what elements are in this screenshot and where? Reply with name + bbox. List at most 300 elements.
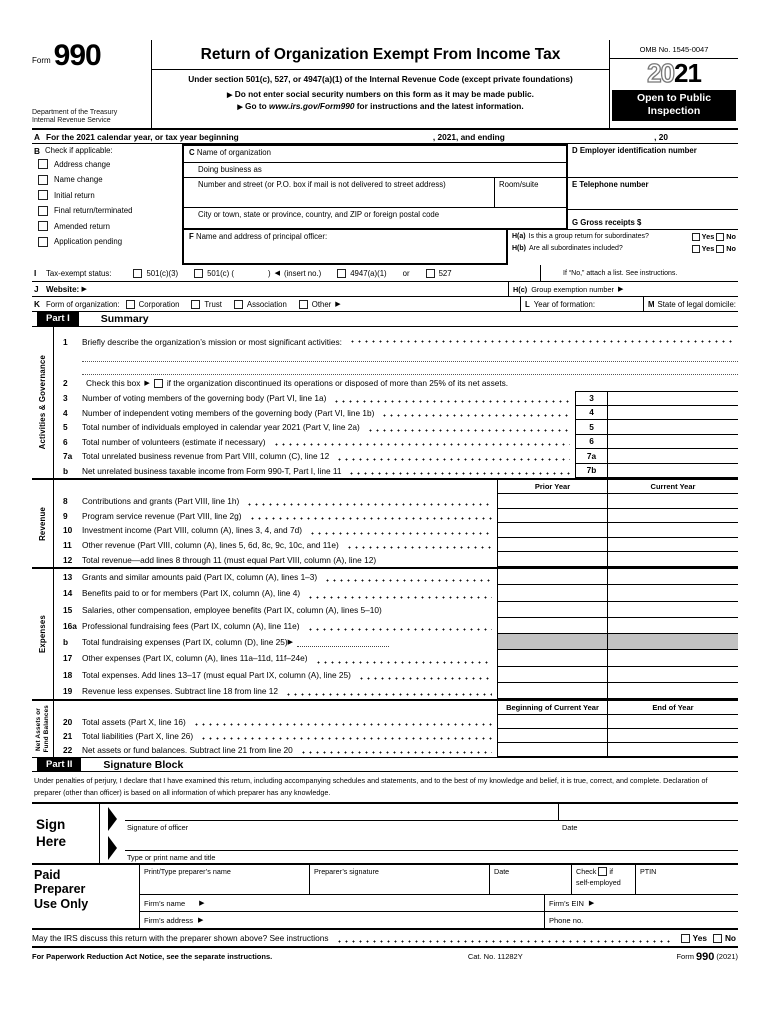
left-amount-cell[interactable] [497, 569, 607, 585]
form-number-block [32, 40, 152, 128]
ein-label: Employer identification number [579, 145, 697, 155]
checkbox[interactable] [234, 300, 243, 309]
right-amount-cell[interactable] [607, 538, 738, 553]
right-amount-cell[interactable] [607, 552, 738, 567]
no-label: No [724, 933, 736, 944]
preparer-date-label: Date [494, 867, 510, 877]
line-number: 6 [63, 436, 68, 447]
left-amount-cell[interactable] [497, 650, 607, 666]
line-a [32, 130, 738, 144]
line-number: 12 [63, 554, 73, 565]
mission-line [54, 327, 738, 349]
value-cell[interactable] [608, 420, 738, 435]
ha-yes-checkbox[interactable] [692, 233, 700, 241]
firm-name-cell[interactable] [140, 895, 545, 911]
summary-money-row [54, 585, 738, 601]
beginning-of-year-header: Beginning of Current Year [497, 701, 607, 715]
form-title-block [152, 40, 610, 128]
section-d-letter: D [572, 145, 578, 155]
checkbox-label: Address change [54, 159, 111, 169]
line-number: 15 [63, 604, 73, 615]
form-title: Return of Organization Exempt From Income Tax [152, 40, 609, 70]
line-label: Total fundraising expenses (Part IX, column (D), line 25) [82, 637, 288, 648]
501c-checkbox[interactable] [194, 269, 203, 278]
legal-domicile-cell[interactable] [643, 297, 738, 311]
year-column-headers [54, 480, 738, 494]
tax-exempt-label: Tax-exempt status: [46, 268, 112, 278]
checkbox-row [38, 159, 182, 169]
right-amount-cell[interactable] [607, 667, 738, 683]
line-label: Total unrelated business revenue from Part VIII, column (C), line 12 [82, 451, 330, 462]
right-amount-cell[interactable] [607, 602, 738, 618]
telephone-cell[interactable] [568, 178, 738, 210]
checkbox[interactable] [38, 190, 48, 200]
option-label: Corporation [138, 299, 180, 309]
dept-line1: Department of the Treasury [32, 108, 118, 116]
self-employed-label: self-employed [576, 877, 621, 887]
preparer-signature-label: Preparer’s signature [314, 867, 379, 877]
line-label: Professional fundraising fees (Part IX, column (A), line 11e) [82, 620, 300, 631]
left-amount-cell[interactable] [497, 538, 607, 553]
line-number: 2 [63, 378, 68, 388]
officer-signature-label: Signature of officer [127, 823, 189, 833]
option-label: Association [246, 299, 287, 309]
org-type-options [126, 300, 341, 309]
right-amount-cell[interactable] [607, 494, 738, 509]
revenue-rows [54, 494, 738, 567]
dot-leader [285, 693, 492, 696]
summary-money-row [54, 602, 738, 618]
checkbox-row [38, 190, 182, 200]
left-amount-cell[interactable] [497, 494, 607, 509]
dot-leader [200, 737, 492, 740]
right-amount-cell[interactable] [607, 650, 738, 666]
line-label: Other revenue (Part VIII, column (A), lines 5, 6d, 8c, 9c, 10c, and 11e) [82, 540, 339, 551]
line-a-letter: A [34, 131, 40, 142]
irs-url: www.irs.gov/Form990 [269, 101, 355, 111]
left-amount-cell[interactable] [497, 743, 607, 757]
part1-label: Part I [37, 312, 79, 326]
dba-row[interactable] [184, 163, 566, 178]
paperwork-notice: For Paperwork Reduction Act Notice, see the separate instructions. [32, 952, 273, 962]
preparer-signature-cell[interactable] [310, 865, 490, 894]
phone-cell[interactable] [545, 912, 738, 928]
right-pointer-icon: ▶ [335, 300, 341, 308]
line-number: b [63, 637, 69, 648]
line-a-text3: , 20 [654, 131, 668, 142]
date-divider [558, 804, 559, 821]
right-pointer-icon: ▶ [198, 916, 204, 924]
line-i-letter: I [34, 268, 37, 278]
dot-leader [381, 414, 570, 417]
section-b-letter: B [34, 146, 40, 156]
section-c-letter: C [189, 147, 195, 157]
left-amount-cell[interactable] [497, 618, 607, 634]
net-assets-section [54, 701, 738, 757]
checkbox[interactable] [299, 300, 308, 309]
checkbox-row [38, 175, 182, 185]
checkbox[interactable] [126, 300, 135, 309]
dot-leader [358, 677, 492, 680]
line-a-text1: For the 2021 calendar year, or tax year beginning [46, 131, 239, 142]
header-bullet1: ▶ Do not enter social security numbers on this form as it may be made public. [227, 88, 534, 99]
ein-phone-column [568, 144, 738, 230]
dot-leader [273, 443, 570, 446]
firm-ein-label: Firm’s EIN [549, 898, 584, 908]
ptin-cell[interactable] [636, 865, 738, 894]
line-label: Total revenue—add lines 8 through 11 (must equal Part VIII, column (A), line 12) [82, 554, 377, 565]
dot-leader [246, 503, 492, 506]
discuss-no-checkbox[interactable] [713, 934, 722, 943]
left-amount-cell[interactable] [497, 585, 607, 601]
line-number-box: 6 [575, 435, 608, 450]
checkbox[interactable] [38, 206, 48, 216]
printed-name-label: Type or print name and title [127, 852, 216, 862]
part2-bar [32, 757, 738, 772]
hc-letter: H(c) [513, 284, 528, 294]
applicable-checkbox-list [34, 159, 182, 247]
line-l-letter: L [525, 299, 530, 309]
line-label: Benefits paid to or for members (Part IX, column (A), line 4) [82, 588, 301, 599]
check-label: Check [576, 867, 597, 877]
left-amount-cell[interactable] [497, 634, 607, 650]
officer-signature-input[interactable] [125, 804, 738, 821]
right-amount-cell[interactable] [607, 634, 738, 650]
paid-preparer-label: Paid Preparer Use Only [32, 865, 140, 928]
summary-money-row [54, 715, 738, 729]
line-number-box: 3 [575, 391, 608, 406]
check-box-label-post: if the organization discontinued its operations or disposed of more than 25% of its net assets. [166, 378, 509, 388]
checkbox-row [38, 221, 182, 231]
date-label: Date [562, 823, 578, 833]
line-number: 7a [63, 451, 73, 462]
value-cell[interactable] [608, 391, 738, 406]
line-label: Net assets or fund balances. Subtract line 21 from line 20 [82, 745, 293, 755]
line-label: Revenue less expenses. Subtract line 18 from line 12 [82, 685, 279, 696]
city-label: City or town, state or province, country, and ZIP or foreign postal code [198, 210, 440, 219]
501c-close: ) [267, 268, 271, 278]
dot-leader [348, 472, 570, 475]
printed-name-input[interactable] [125, 834, 738, 851]
dot-leader [336, 458, 570, 461]
ein-cell[interactable] [568, 144, 738, 178]
catalog-number: Cat. No. 11282Y [467, 952, 523, 962]
summary-money-row [54, 538, 738, 553]
current-year-header: Current Year [607, 480, 738, 494]
no-label: No [726, 232, 736, 241]
signature-arrow-icon [108, 836, 117, 860]
501c3-checkbox[interactable] [133, 269, 142, 278]
left-amount-cell[interactable] [497, 715, 607, 729]
section-f-letter: F [189, 231, 194, 241]
side-label-net-assets: Net Assets or Fund Balances [32, 701, 54, 757]
checkbox[interactable] [38, 175, 48, 185]
left-amount-cell[interactable] [497, 667, 607, 683]
line-number-box: 7b [575, 464, 608, 479]
org-name-row[interactable] [184, 146, 566, 163]
right-amount-cell[interactable] [607, 729, 738, 743]
dot-leader [307, 596, 492, 599]
fill-in-line[interactable] [297, 646, 389, 647]
left-amount-cell[interactable] [497, 509, 607, 524]
revenue-section [54, 480, 738, 567]
dba-label: Doing business as [198, 164, 262, 174]
value-cell[interactable] [608, 449, 738, 464]
mission-label: Briefly describe the organization’s mission or most significant activities: [82, 337, 342, 347]
line-label: Total expenses. Add lines 13–17 (must equal Part IX, column (A), line 25) [82, 669, 351, 680]
527-label: 527 [438, 268, 452, 278]
line-label: Number of voting members of the governing body (Part VI, line 1a) [82, 393, 327, 404]
group-return-block [508, 230, 738, 265]
right-amount-cell[interactable] [607, 743, 738, 757]
part2-title: Signature Block [103, 758, 184, 771]
dot-leader [300, 751, 492, 754]
dot-leader [333, 400, 570, 403]
sign-here-block [32, 802, 738, 865]
summary-money-row [54, 494, 738, 509]
room-suite-cell[interactable] [494, 178, 566, 207]
officer-signature-row [125, 804, 738, 834]
balance-column-headers [54, 701, 738, 715]
summary-money-row [54, 569, 738, 585]
open-to-public-badge: Open to Public Inspection [612, 90, 736, 121]
dot-leader [349, 340, 733, 343]
firm-address-cell[interactable] [140, 912, 545, 928]
hb-row [512, 244, 738, 253]
left-pointer-icon: ◀ [274, 269, 280, 277]
preparer-date-cell[interactable] [490, 865, 572, 894]
line-number: 13 [63, 572, 73, 583]
hc-label: Group exemption number [531, 284, 614, 294]
ha-row [512, 232, 738, 241]
summary-count-row [54, 391, 738, 406]
right-pointer-icon: ▶ [617, 285, 624, 293]
line-number: 4 [63, 407, 68, 418]
left-amount-cell[interactable] [497, 523, 607, 538]
preparer-name-label: Print/Type preparer’s name [144, 867, 231, 877]
mission-write-line[interactable] [82, 362, 738, 375]
org-type-option [191, 300, 221, 309]
hb-question: Are all subordinates included? [529, 245, 623, 252]
no-label: No [726, 244, 736, 253]
organization-box [182, 144, 568, 230]
line-number: 19 [63, 685, 73, 696]
section-g-letter: G [572, 218, 579, 227]
line-number: 18 [63, 669, 73, 680]
ha-letter: H(a) [512, 233, 526, 240]
org-type-option [299, 300, 341, 309]
line-number-box: 5 [575, 420, 608, 435]
gross-receipts-label: Gross receipts $ [580, 218, 642, 227]
form-word: Form [32, 56, 51, 65]
line-label: Grants and similar amounts paid (Part IX, column (A), lines 1–3) [82, 572, 318, 583]
or-label: or [402, 268, 410, 278]
hb-letter: H(b) [512, 245, 526, 252]
value-cell[interactable] [608, 464, 738, 479]
discontinued-checkbox[interactable] [154, 379, 163, 388]
4947a1-label: 4947(a)(1) [350, 268, 387, 278]
gross-receipts-cell[interactable] [568, 210, 738, 230]
line-number: b [63, 465, 69, 476]
form-footer: Form 990 (2021) [676, 950, 738, 963]
telephone-label: Telephone number [579, 179, 649, 189]
line-number-box: 4 [575, 406, 608, 421]
value-cell[interactable] [608, 435, 738, 450]
line-number: 16a [63, 620, 77, 631]
line-number: 22 [63, 745, 73, 755]
checkbox-label: Initial return [54, 190, 95, 200]
org-type-option [234, 300, 287, 309]
left-amount-cell[interactable] [497, 683, 607, 699]
yes-label: Yes [692, 933, 707, 944]
checkbox[interactable] [38, 221, 48, 231]
line-label: Total number of volunteers (estimate if necessary) [82, 436, 266, 447]
right-pointer-icon: ▶ [199, 899, 205, 907]
line-m-letter: M [648, 299, 655, 309]
hb-no-checkbox[interactable] [716, 245, 724, 253]
summary-money-row [54, 683, 738, 699]
right-amount-cell[interactable] [607, 618, 738, 634]
line-label: Total liabilities (Part X, line 26) [82, 731, 194, 741]
right-amount-cell[interactable] [607, 683, 738, 699]
street-row[interactable] [184, 178, 494, 207]
line-number: 11 [63, 540, 72, 551]
net-asset-rows [54, 715, 738, 757]
form-header [32, 40, 738, 130]
street-label: Number and street (or P.O. box if mail is not delivered to street address) [198, 179, 446, 189]
left-amount-cell[interactable] [497, 602, 607, 618]
signature-arrow-icon [108, 807, 117, 831]
line-number: 8 [63, 496, 68, 507]
sign-here-label: Sign Here [32, 804, 100, 863]
side-label-revenue: Revenue [32, 480, 54, 567]
line-number: 10 [63, 525, 73, 536]
summary-count-row [54, 464, 738, 479]
line-label: Salaries, other compensation, employee benefits (Part IX, column (A), lines 5–10) [82, 604, 382, 615]
check-if-applicable [32, 144, 182, 265]
ha-no-checkbox[interactable] [716, 233, 724, 241]
right-pointer-icon: ▶ [144, 379, 150, 387]
self-employed-checkbox[interactable] [598, 867, 607, 876]
line-k-letter: K [34, 299, 40, 309]
irs-discuss-label: May the IRS discuss this return with the preparer shown above? See instructions [32, 933, 329, 944]
ha-question: Is this a group return for subordinates? [528, 233, 649, 240]
left-amount-cell[interactable] [497, 552, 607, 567]
right-amount-cell[interactable] [607, 585, 738, 601]
firm-ein-cell[interactable] [545, 895, 738, 911]
year-of-formation-cell[interactable] [520, 297, 643, 311]
phone-label: Phone no. [549, 915, 584, 925]
dot-leader [309, 532, 492, 535]
governance-section [54, 327, 738, 478]
summary-money-row [54, 650, 738, 666]
hb-yes-checkbox[interactable] [692, 245, 700, 253]
left-amount-cell[interactable] [497, 729, 607, 743]
dot-leader [367, 429, 570, 432]
line-number: 14 [63, 588, 73, 599]
header-bullet2: ▶ Go to www.irs.gov/Form990 for instructions and the latest information. [237, 101, 524, 111]
summary-count-row [54, 435, 738, 450]
firm-name-label: Firm’s name [144, 898, 186, 908]
summary-money-row [54, 509, 738, 524]
governance-rows [54, 391, 738, 478]
principal-officer-box[interactable] [182, 230, 508, 265]
preparer-name-cell[interactable] [140, 865, 310, 894]
right-amount-cell[interactable] [607, 715, 738, 729]
right-pointer-icon: ▶ [287, 638, 294, 646]
dept-line2: Internal Revenue Service [32, 117, 111, 125]
end-of-year-header: End of Year [607, 701, 738, 715]
checkbox[interactable] [191, 300, 200, 309]
checkbox-label: Final return/terminated [54, 206, 133, 215]
option-label: Other [311, 299, 332, 309]
hc-row [508, 282, 738, 296]
form-number: 990 [53, 39, 101, 72]
line-label: Program service revenue (Part VIII, line 2g) [82, 510, 242, 521]
checkbox[interactable] [38, 159, 48, 169]
line-j-letter: J [34, 284, 39, 294]
right-pointer-icon: ▶ [227, 91, 233, 99]
printed-name-row [125, 834, 738, 864]
line-label: Other expenses (Part IX, column (A), lines 11a–11d, 11f–24e) [82, 653, 308, 664]
right-amount-cell[interactable] [607, 523, 738, 538]
check-box-label-pre: Check this box [86, 378, 141, 388]
discontinued-line [54, 375, 738, 391]
checkbox-row [38, 237, 182, 247]
right-amount-cell[interactable] [607, 509, 738, 524]
value-cell[interactable] [608, 406, 738, 421]
line-label: Net unrelated business taxable income from Form 990-T, Part I, line 11 [82, 465, 342, 476]
discuss-yes-checkbox[interactable] [681, 934, 690, 943]
527-checkbox[interactable] [426, 269, 435, 278]
dot-leader [307, 628, 492, 631]
room-suite-label: Room/suite [499, 179, 539, 189]
tax-year: 2021 [647, 58, 701, 88]
ptin-label: PTIN [640, 867, 657, 877]
option-label: Trust [204, 299, 222, 309]
line-a-text2: , 2021, and ending [432, 131, 505, 142]
summary-money-row [54, 634, 738, 650]
insert-no-label: (insert no.) [283, 268, 322, 278]
dot-leader [315, 661, 492, 664]
dot-leader [346, 546, 492, 549]
line-label: Total number of individuals employed in calendar year 2021 (Part V, line 2a) [82, 422, 360, 433]
501c-label: 501(c) ( [207, 268, 234, 278]
right-amount-cell[interactable] [607, 569, 738, 585]
line-number: 20 [63, 717, 73, 727]
mission-write-line[interactable] [82, 349, 738, 362]
irs-discuss-row [32, 930, 738, 948]
summary-money-row [54, 743, 738, 757]
summary-money-row [54, 667, 738, 683]
side-label-expenses: Expenses [32, 569, 54, 699]
line-label: Contributions and grants (Part VIII, line 1h) [82, 496, 240, 507]
summary-money-row [54, 523, 738, 538]
expenses-section [54, 569, 738, 699]
4947a1-checkbox[interactable] [337, 269, 346, 278]
form-subtitle: Under section 501(c), 527, or 4947(a)(1) of the Internal Revenue Code (except private foundations) [188, 74, 573, 84]
yes-label: Yes [701, 232, 715, 241]
org-name-label: Name of organization [196, 147, 271, 157]
501c3-label: 501(c)(3) [146, 268, 179, 278]
city-row[interactable] [184, 208, 566, 228]
summary-money-row [54, 552, 738, 567]
legal-domicile-label: State of legal domicile: [657, 299, 736, 309]
line-number: 17 [63, 653, 73, 664]
part1-bar [32, 312, 738, 327]
checkbox[interactable] [38, 237, 48, 247]
omb-year-block [610, 40, 738, 128]
